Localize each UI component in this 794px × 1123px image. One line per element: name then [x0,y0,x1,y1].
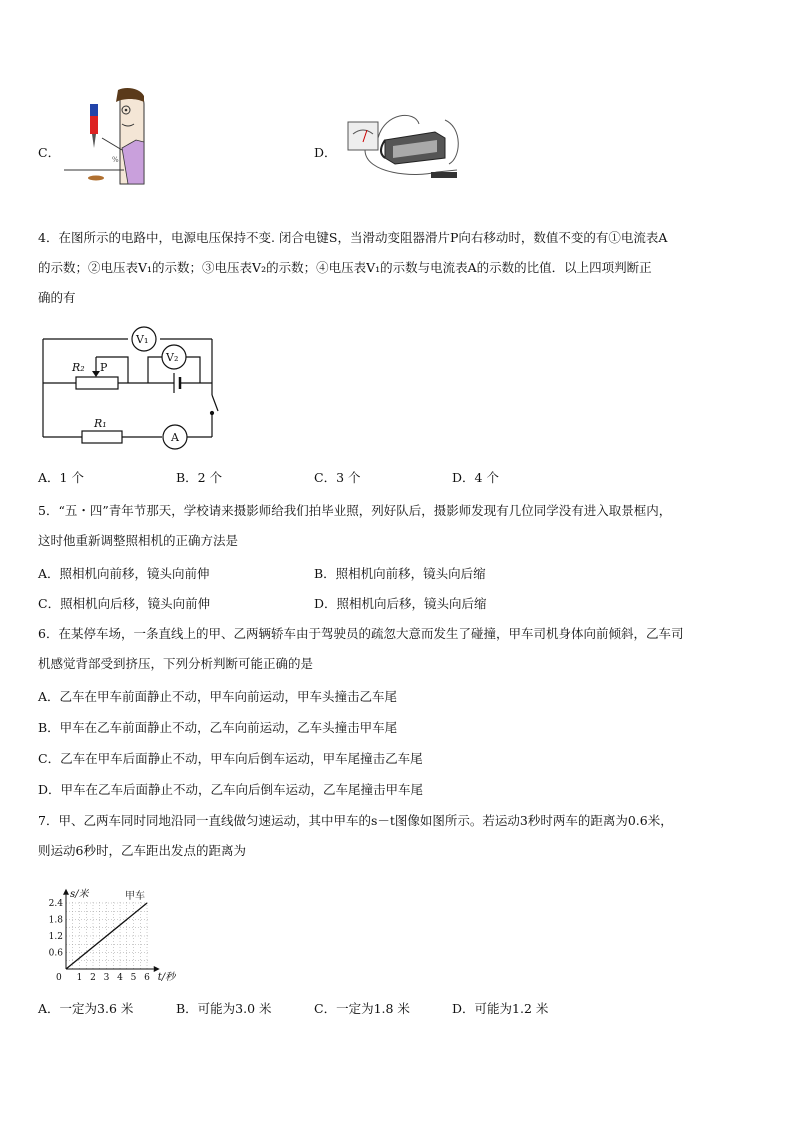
v2-label: V₂ [166,351,179,364]
x-tick-label: 1 [76,973,83,983]
circuit-diagram [40,325,220,444]
origin-label: 0 [56,973,62,983]
s-t-chart [40,872,200,987]
q6-text-line1: 6．在某停车场，一条直线上的甲、乙两辆轿车由于驾驶员的疏忽大意而发生了碰撞，甲车司机身体向前倾斜，乙车司 [38,626,684,641]
q7-option-d[interactable]: D．可能为1.2 米 [452,1001,549,1016]
y-axis-arrow [63,889,69,895]
q5-option-c[interactable]: C．照相机向后移，镜头向前伸 [38,596,211,611]
q4-option-d[interactable]: D．4 个 [452,470,499,485]
x-axis-label: t/秒 [157,972,176,983]
q7-text-line1: 7．甲、乙两车同时同地沿同一直线做匀速运动，其中甲车的s－t图像如图所示。若运动3秒时两车的距离为0.6米， [38,813,673,828]
q7-option-a[interactable]: A．一定为3.6 米 [38,1001,134,1016]
y-tick-label: 0.6 [48,948,63,959]
q5-text-line2: 这时他重新调整照相机的正确方法是 [38,533,239,548]
q7-option-b[interactable]: B．可能为3.0 米 [176,1001,272,1016]
p-label: P [100,361,108,374]
galvanometer-magnet-illustration [345,112,463,190]
y-axis-label: s/米 [70,888,89,900]
x-tick-label: 4 [117,973,123,983]
q4-text-line2: 的示数；②电压表V₁的示数；③电压表V₂的示数；④电压表V₁的示数与电流表A的示数的比值．以上四项判断正 [38,260,652,275]
x-tick-label: 6 [144,973,150,983]
q5-option-a[interactable]: A．照相机向前移，镜头向前伸 [38,566,210,581]
q6-option-a[interactable]: A．乙车在甲车前面静止不动，甲车向前运动，甲车头撞击乙车尾 [38,689,398,704]
x-tick-label: 5 [130,973,137,983]
q6-text-line2: 机感觉背部受到挤压，下列分析判断可能正确的是 [38,656,314,671]
q7-option-c[interactable]: C．一定为1.8 米 [314,1001,410,1016]
boy-magnet-illustration [62,88,144,184]
y-tick-label: 2.4 [48,899,63,909]
q6-option-b[interactable]: B．甲车在乙车前面静止不动，乙车向前运动，乙车头撞击甲车尾 [38,720,398,735]
q4-option-a[interactable]: A．1 个 [38,470,84,485]
r1-label: R₁ [94,417,107,430]
q4-text-line1: 4．在图所示的电路中，电源电压保持不变. 闭合电键S，当滑动变阻器滑片P向右移动时，数值不变的有①电流表A [38,230,668,245]
q3-option-c-label: C． [38,145,61,160]
q4-text-line3: 确的有 [38,290,76,305]
q5-option-d[interactable]: D．照相机向后移，镜头向后缩 [314,596,487,611]
q4-option-c[interactable]: C．3 个 [314,470,361,485]
y-tick-label: 1.2 [48,932,63,942]
series-label: 甲车 [125,891,145,902]
r2-label: R₂ [72,361,85,374]
q3-option-d-label: D． [314,145,337,160]
q7-text-line2: 则运动6秒时，乙车距出发点的距离为 [38,843,246,858]
x-tick-label: 2 [90,973,96,983]
q5-text-line1: 5．“五・四”青年节那天，学校请来摄影师给我们拍毕业照，列好队后，摄影师发现有几位同学没有进入取景框内， [38,503,672,518]
y-tick-label: 1.8 [48,915,63,926]
ammeter-label: A [171,431,179,444]
q5-option-b[interactable]: B．照相机向前移，镜头向后缩 [314,566,486,581]
q6-option-d[interactable]: D．甲车在乙车后面静止不动，乙车向后倒车运动，乙车尾撞击甲车尾 [38,782,424,797]
q6-option-c[interactable]: C．乙车在甲车后面静止不动，甲车向后倒车运动，甲车尾撞击乙车尾 [38,751,423,766]
v1-label: V₁ [136,333,149,346]
svg-text:%: % [112,156,119,164]
x-tick-label: 3 [103,973,110,983]
q4-option-b[interactable]: B．2 个 [176,470,223,485]
